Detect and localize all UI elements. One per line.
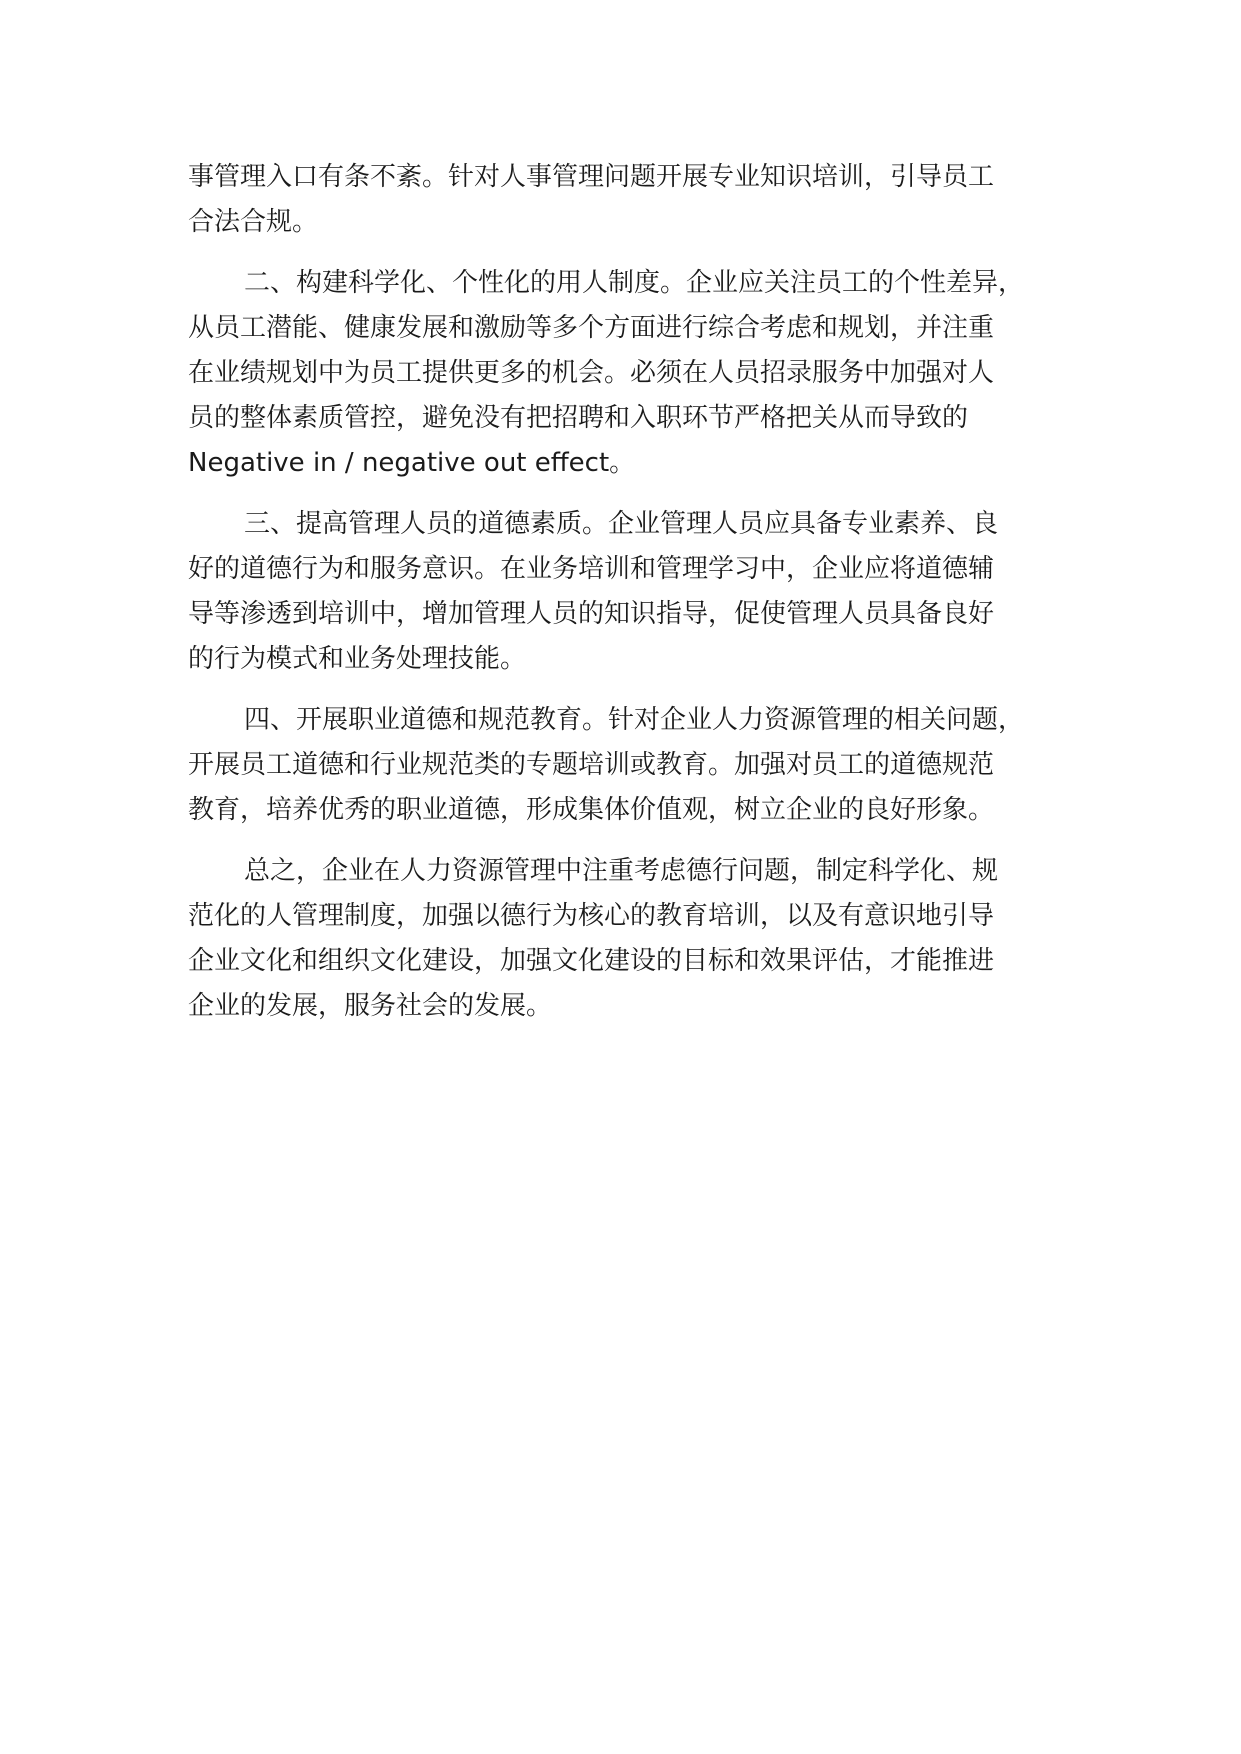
text-line: 企业的发展，服务社会的发展。 bbox=[188, 991, 553, 1021]
text-line: 二、构建科学化、个性化的用人制度。企业应关注员工的个性差异， bbox=[244, 268, 1025, 298]
text-line: 教育，培养优秀的职业道德，形成集体价值观，树立企业的良好形象。 bbox=[188, 795, 995, 825]
text-line: 在业绩规划中为员工提供更多的机会。必须在人员招录服务中加强对人 bbox=[188, 358, 995, 388]
text-line: 开展员工道德和行业规范类的专题培训或教育。加强对员工的道德规范 bbox=[188, 750, 995, 780]
paragraph-continuation bbox=[188, 155, 1068, 245]
text-line: 总之，企业在人力资源管理中注重考虑德行问题，制定科学化、规 bbox=[244, 856, 999, 886]
paragraph-point-4 bbox=[188, 698, 1068, 833]
text-line: Negative in / negative out effect。 bbox=[188, 448, 636, 478]
text-line: 好的道德行为和服务意识。在业务培训和管理学习中，企业应将道德辅 bbox=[188, 554, 995, 584]
text-line: 的行为模式和业务处理技能。 bbox=[188, 644, 527, 674]
text-line: 从员工潜能、健康发展和激励等多个方面进行综合考虑和规划，并注重 bbox=[188, 313, 995, 343]
paragraph-point-3 bbox=[188, 502, 1068, 682]
text-line: 员的整体素质管控，避免没有把招聘和入职环节严格把关从而导致的 bbox=[188, 403, 969, 433]
text-line: 三、提高管理人员的道德素质。企业管理人员应具备专业素养、良 bbox=[244, 509, 999, 539]
paragraph-point-2 bbox=[188, 261, 1068, 486]
paragraph-conclusion bbox=[188, 849, 1068, 1029]
document-body bbox=[188, 155, 1068, 1045]
text-line: 事管理入口有条不紊。针对人事管理问题开展专业知识培训，引导员工 bbox=[188, 162, 995, 192]
text-line: 导等渗透到培训中，增加管理人员的知识指导，促使管理人员具备良好 bbox=[188, 599, 995, 629]
text-line: 范化的人管理制度，加强以德行为核心的教育培训，以及有意识地引导 bbox=[188, 901, 995, 931]
text-line: 合法合规。 bbox=[188, 207, 319, 237]
text-line: 四、开展职业道德和规范教育。针对企业人力资源管理的相关问题， bbox=[244, 705, 1025, 735]
text-line: 企业文化和组织文化建设，加强文化建设的目标和效果评估，才能推进 bbox=[188, 946, 995, 976]
